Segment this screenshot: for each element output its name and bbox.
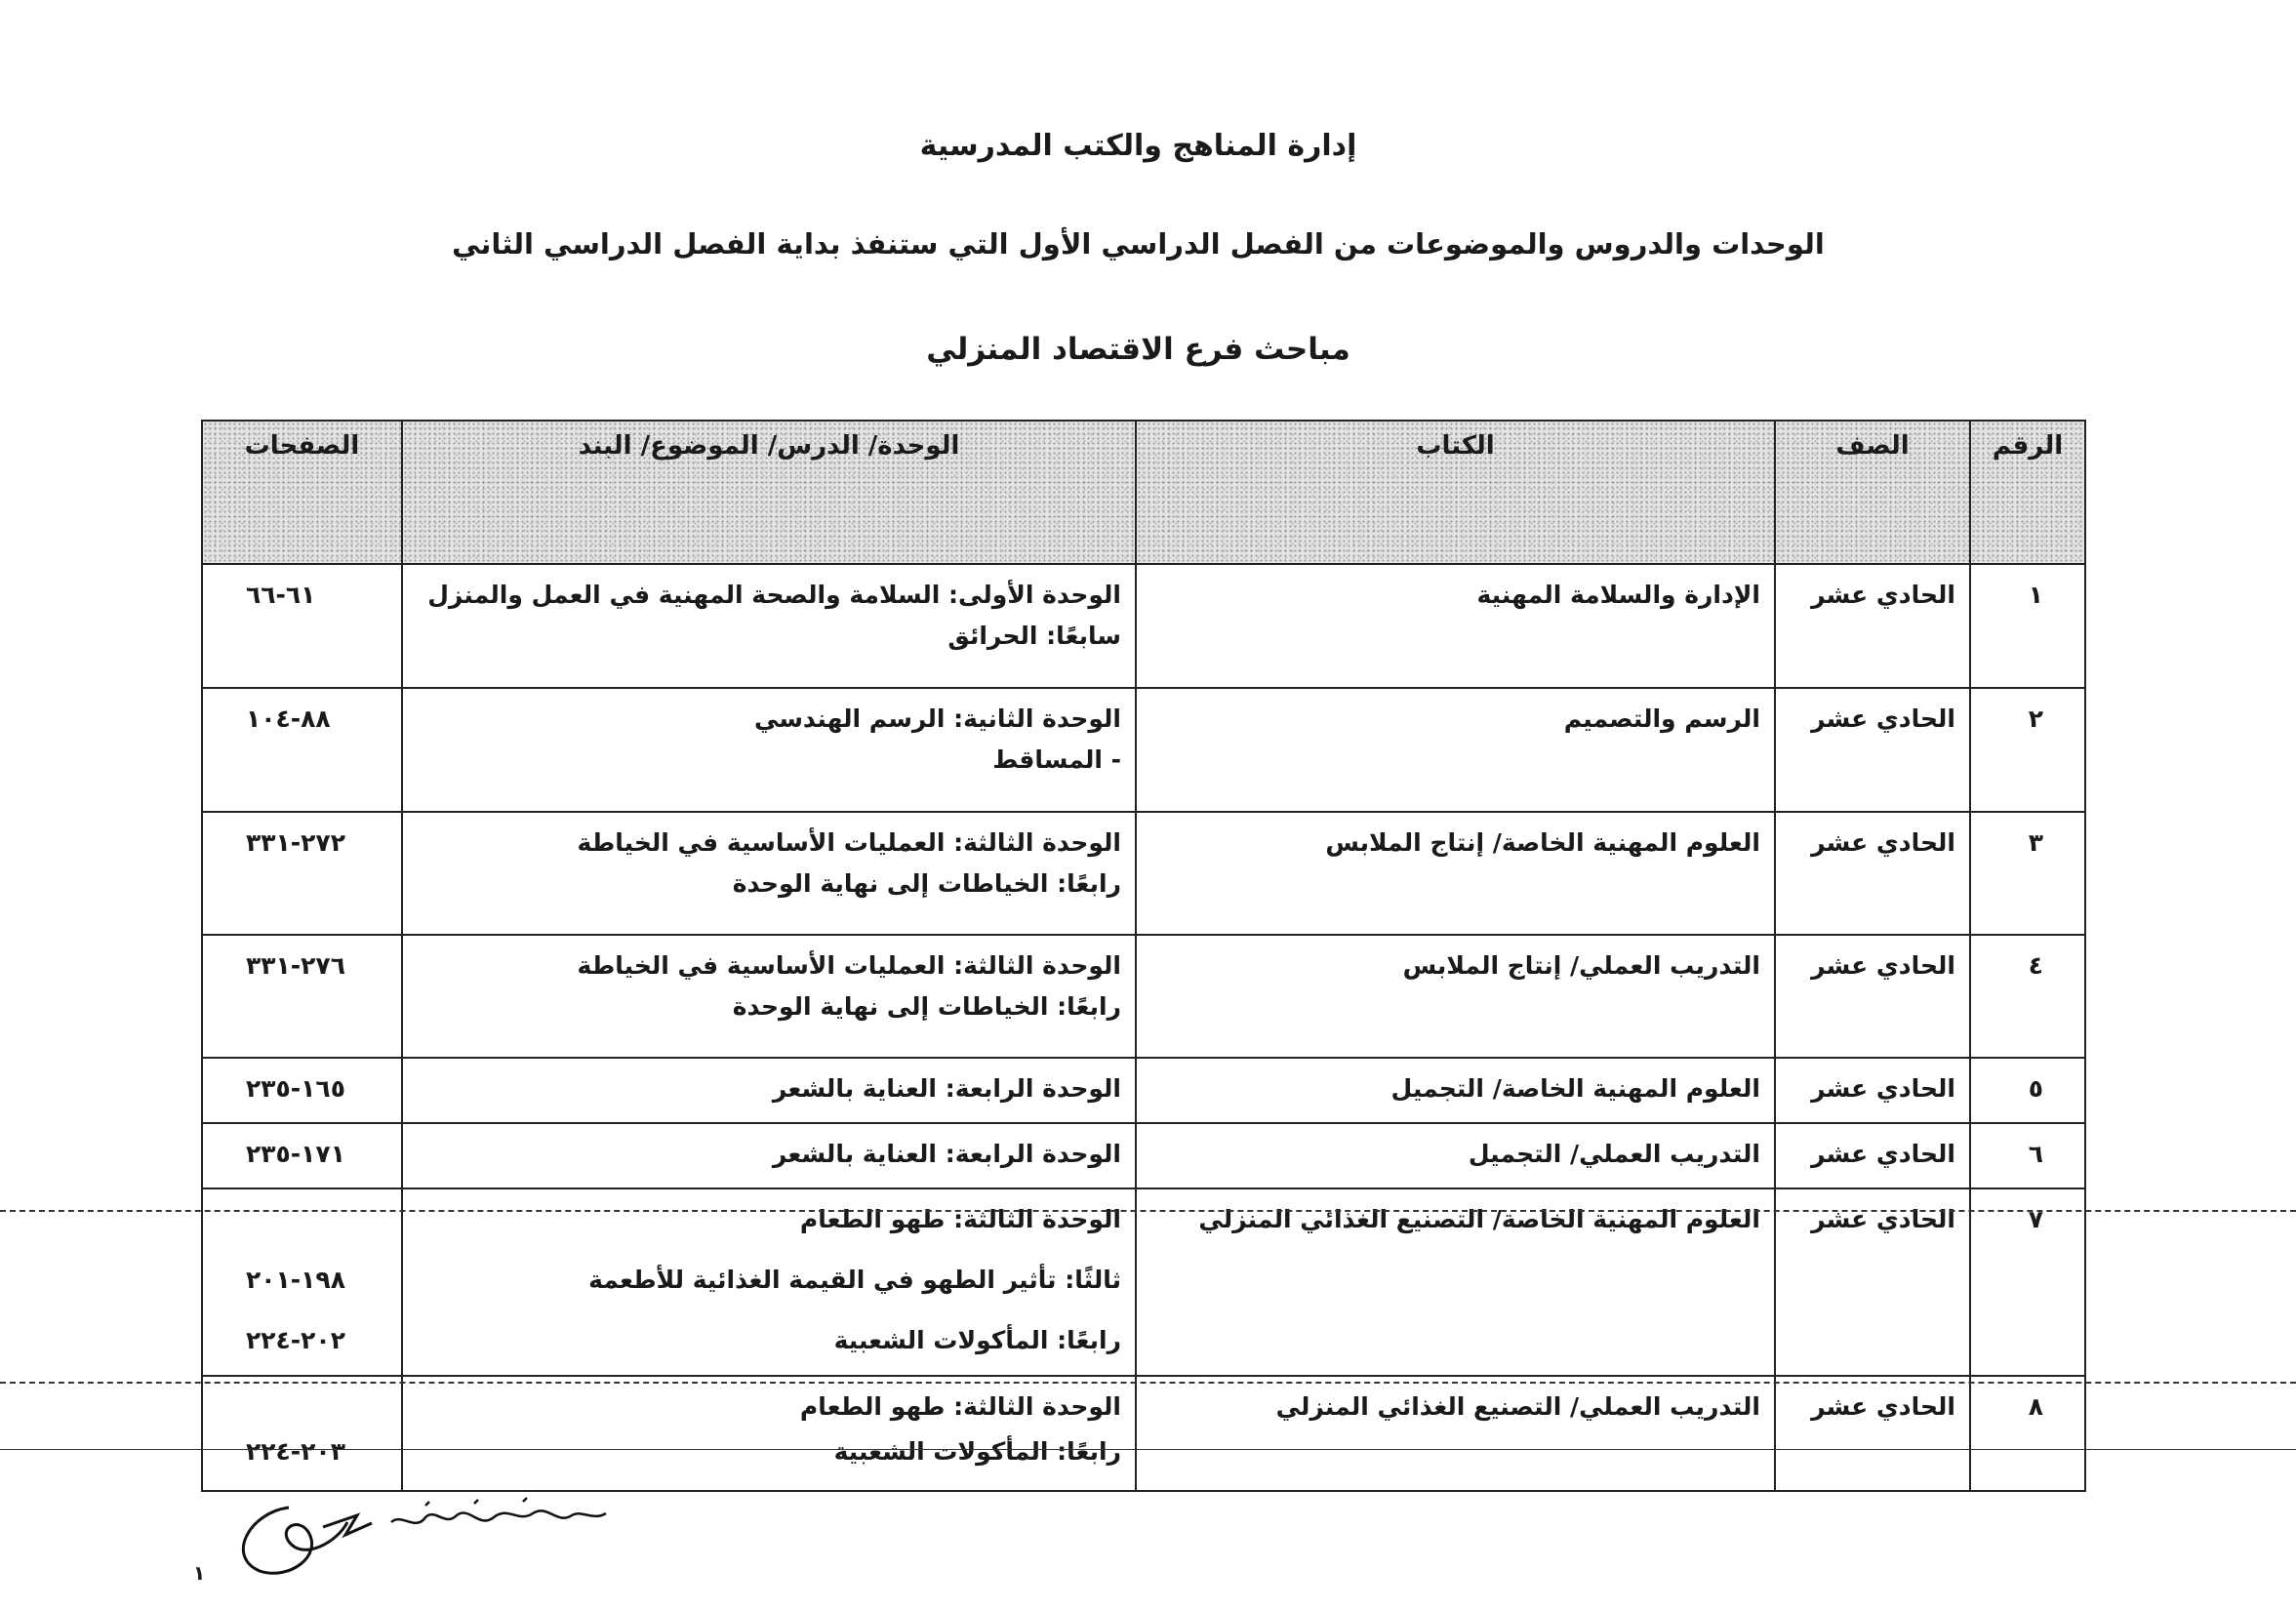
cell-text: رابعًا: الخياطات إلى نهاية الوحدة (732, 869, 1121, 898)
cell-text: الحادي عشر (1811, 951, 1955, 980)
scan-artifact-line (0, 1449, 2296, 1450)
cell-unit (402, 564, 1136, 688)
table-row (202, 564, 2085, 688)
section-title: مباحث فرع الاقتصاد المنزلي (926, 332, 1350, 367)
cell-text: ٢٧٦-٣٣١ (246, 951, 345, 980)
cell-text: الوحدة الثالثة: طهو الطعام (799, 1205, 1121, 1233)
cell-pages (202, 1376, 402, 1491)
cell-book (1136, 812, 1775, 935)
cell-text: ٢٠٢-٢٢٤ (246, 1326, 345, 1354)
scan-artifact-line (0, 1210, 2296, 1212)
cell-grade (1775, 1123, 1970, 1188)
scan-artifact-line (0, 1382, 2296, 1384)
table-row (202, 688, 2085, 812)
cell-text: الوحدة الثانية: الرسم الهندسي (754, 704, 1121, 733)
cell-text: الحادي عشر (1811, 1140, 1955, 1168)
table-row (202, 1123, 2085, 1188)
cell-book (1136, 1058, 1775, 1123)
cell-text: الوحدة الرابعة: العناية بالشعر (772, 1140, 1121, 1168)
cell-unit (402, 1376, 1136, 1491)
cell-text: ٨ (2028, 1392, 2043, 1421)
cell-text: سابعًا: الحرائق (947, 622, 1121, 650)
cell-grade (1775, 1188, 1970, 1376)
cell-text: رابعًا: المأكولات الشعبية (833, 1437, 1121, 1466)
cell-text: ٤ (2028, 951, 2043, 980)
cell-text (203, 1387, 401, 1428)
header-pages: الصفحات (202, 421, 402, 564)
cell-text: ٦ (2028, 1140, 2043, 1168)
cell-text: ثالثًا: تأثير الطهو في القيمة الغذائية للأطعمة (588, 1266, 1121, 1294)
cell-book (1136, 688, 1775, 812)
cell-text: ٥ (2028, 1074, 2043, 1103)
cell-text: ١ (2028, 581, 2043, 609)
cell-text: الرسم والتصميم (1563, 704, 1760, 733)
cell-book (1136, 564, 1775, 688)
cell-book (1136, 935, 1775, 1058)
cell-unit (402, 935, 1136, 1058)
signature-image (230, 1488, 650, 1586)
cell-text: ٧ (2028, 1205, 2043, 1233)
cell-grade (1775, 812, 1970, 935)
cell-text: التدريب العملي/ التصنيع الغذائي المنزلي (1275, 1392, 1760, 1421)
cell-text: رابعًا: المأكولات الشعبية (833, 1326, 1121, 1354)
cell-text: التدريب العملي/ التجميل (1468, 1140, 1760, 1168)
cell-number (1970, 812, 2085, 935)
curriculum-table (201, 420, 2086, 1492)
cell-text: العلوم المهنية الخاصة/ التصنيع الغذائي المنزلي (1198, 1205, 1760, 1233)
cell-text: الوحدة الرابعة: العناية بالشعر (772, 1074, 1121, 1103)
cell-unit (402, 688, 1136, 812)
cell-pages (202, 688, 402, 812)
cell-book (1136, 1376, 1775, 1491)
cell-text: رابعًا: الخياطات إلى نهاية الوحدة (732, 992, 1121, 1021)
table-row (202, 812, 2085, 935)
table-header-row (202, 421, 2085, 564)
header-grade: الصف (1775, 421, 1970, 564)
cell-text: - المساقط (992, 745, 1121, 774)
cell-text: ٦١-٦٦ (246, 581, 316, 609)
table-row (202, 1058, 2085, 1123)
cell-number (1970, 564, 2085, 688)
header-number: الرقم (1970, 421, 2085, 564)
cell-pages (202, 1123, 402, 1188)
cell-number (1970, 1058, 2085, 1123)
cell-unit (402, 1188, 1136, 1376)
header-book: الكتاب (1136, 421, 1775, 564)
cell-pages (202, 1058, 402, 1123)
table-row (202, 1188, 2085, 1376)
cell-text: ١٧١-٢٣٥ (246, 1140, 345, 1168)
cell-pages (202, 935, 402, 1058)
cell-text: الحادي عشر (1811, 1205, 1955, 1233)
cell-text: الحادي عشر (1811, 1392, 1955, 1421)
department-title: إدارة المناهج والكتب المدرسية (919, 129, 1357, 163)
cell-number (1970, 1376, 2085, 1491)
cell-grade (1775, 564, 1970, 688)
page-number: ١ (193, 1561, 206, 1585)
cell-text (203, 1199, 401, 1240)
cell-number (1970, 1123, 2085, 1188)
cell-text: العلوم المهنية الخاصة/ إنتاج الملابس (1325, 828, 1760, 857)
cell-text: الحادي عشر (1811, 704, 1955, 733)
cell-text: الوحدة الأولى: السلامة والصحة المهنية في العمل والمنزل (427, 581, 1121, 609)
cell-text: الوحدة الثالثة: العمليات الأساسية في الخياطة (577, 828, 1121, 857)
cell-grade (1775, 935, 1970, 1058)
document-subtitle: الوحدات والدروس والموضوعات من الفصل الدراسي الأول التي ستنفذ بداية الفصل الدراسي الثاني (452, 227, 1825, 261)
table-row (202, 935, 2085, 1058)
cell-book (1136, 1188, 1775, 1376)
cell-unit (402, 1123, 1136, 1188)
cell-book (1136, 1123, 1775, 1188)
cell-pages (202, 564, 402, 688)
cell-text: ٢٠٣-٢٢٤ (246, 1437, 345, 1466)
cell-grade (1775, 688, 1970, 812)
cell-text: الحادي عشر (1811, 581, 1955, 609)
cell-grade (1775, 1058, 1970, 1123)
cell-text: الوحدة الثالثة: طهو الطعام (799, 1392, 1121, 1421)
cell-unit (402, 1058, 1136, 1123)
cell-grade (1775, 1376, 1970, 1491)
cell-text: ٢٧٢-٣٣١ (246, 828, 345, 857)
cell-text: الوحدة الثالثة: العمليات الأساسية في الخياطة (577, 951, 1121, 980)
cell-text: الإدارة والسلامة المهنية (1476, 581, 1760, 609)
table-row (202, 1376, 2085, 1491)
header-unit: الوحدة/ الدرس/ الموضوع/ البند (402, 421, 1136, 564)
cell-text: ١٦٥-٢٣٥ (246, 1074, 345, 1103)
cell-text: ٣ (2028, 828, 2043, 857)
cell-text: الحادي عشر (1811, 1074, 1955, 1103)
cell-text: العلوم المهنية الخاصة/ التجميل (1390, 1074, 1760, 1103)
cell-text: ٨٨-١٠٤ (246, 704, 331, 733)
cell-number (1970, 935, 2085, 1058)
cell-text: الحادي عشر (1811, 828, 1955, 857)
cell-unit (402, 812, 1136, 935)
cell-text: ١٩٨-٢٠١ (246, 1266, 345, 1294)
cell-number (1970, 688, 2085, 812)
cell-pages (202, 1188, 402, 1376)
cell-text: التدريب العملي/ إنتاج الملابس (1402, 951, 1760, 980)
cell-pages (202, 812, 402, 935)
cell-text: ٢ (2028, 704, 2043, 733)
cell-number (1970, 1188, 2085, 1376)
